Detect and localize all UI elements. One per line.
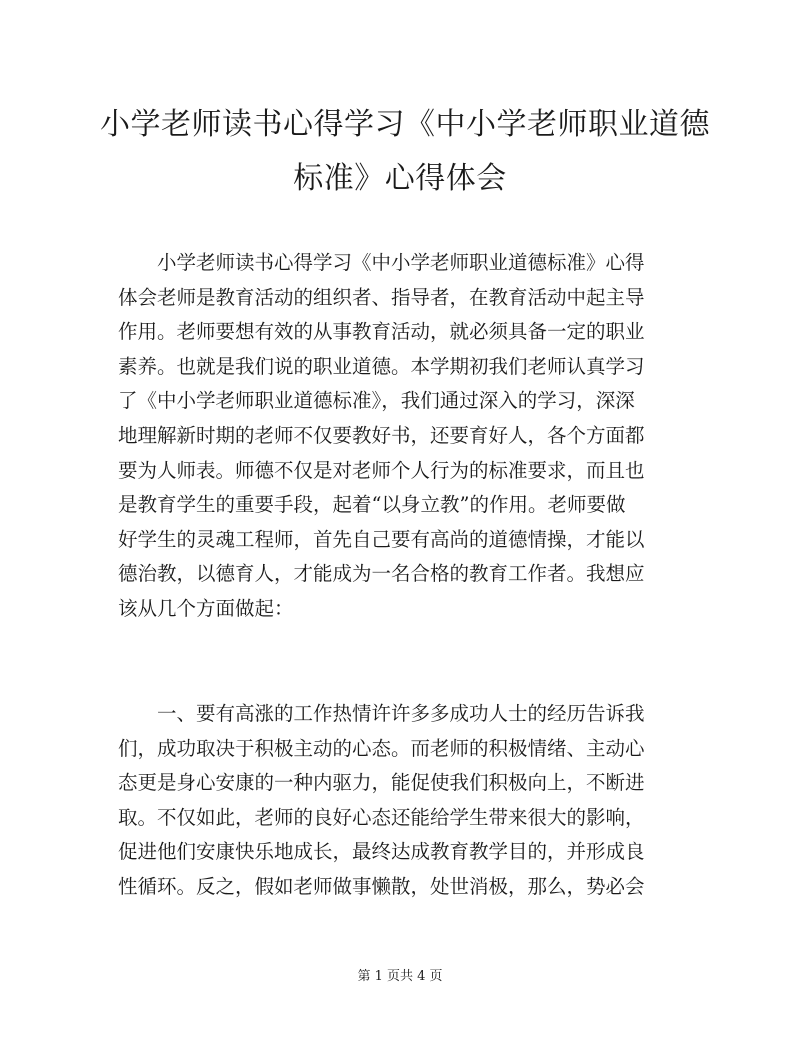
title-line: 标准》心得体会 xyxy=(293,161,507,196)
paragraph-line: 素养。也就是我们说的职业道德。本学期初我们老师认真学习 xyxy=(118,354,645,378)
paragraph-line: 促进他们安康快乐地成长，最终达成教育教学目的，并形成良 xyxy=(118,840,645,864)
paragraph-line: 取。不仅如此，老师的良好心态还能给学生带来很大的影响， xyxy=(118,805,645,829)
paragraph-line: 态更是身心安康的一种内驱力，能促使我们积极向上，不断进 xyxy=(118,771,645,795)
title-line: 小学老师读书心得学习《中小学老师职业道德 xyxy=(100,107,710,142)
paragraph-line: 体会老师是教育活动的组织者、指导者，在教育活动中起主导 xyxy=(118,285,645,309)
document-title xyxy=(100,98,710,206)
paragraph-line: 该从几个方面做起： xyxy=(118,596,294,620)
paragraph-line: 作用。老师要想有效的从事教育活动，就必须具备一定的职业 xyxy=(118,320,645,344)
paragraph-intro xyxy=(118,246,683,627)
paragraph-section-one xyxy=(118,697,683,905)
paragraph-line: 小学老师读书心得学习《中小学老师职业道德标准》心得 xyxy=(157,251,645,274)
paragraph-line: 德治教，以德育人，才能成为一名合格的教育工作者。我想应 xyxy=(118,562,645,586)
paragraph-line: 地理解新时期的老师不仅要教好书，还要育好人，各个方面都 xyxy=(118,423,645,447)
paragraph-line: 们，成功取决于积极主动的心态。而老师的积极情绪、主动心 xyxy=(118,736,645,760)
paragraph-line: 了《中小学老师职业道德标准》，我们通过深入的学习，深深 xyxy=(118,389,635,413)
paragraph-line: 是教育学生的重要手段，起着“以身立教”的作用。老师要做 xyxy=(118,493,626,517)
paragraph-line: 要为人师表。师德不仅是对老师个人行为的标准要求，而且也 xyxy=(118,458,645,482)
page-number-footer: 第 1 页共 4 页 xyxy=(357,969,443,984)
paragraph-line: 好学生的灵魂工程师，首先自己要有高尚的道德情操，才能以 xyxy=(118,527,645,551)
paragraph-line: 性循环。反之，假如老师做事懒散，处世消极，那么，势必会 xyxy=(118,874,645,898)
paragraph-line: 一、要有高涨的工作热情许许多多成功人士的经历告诉我 xyxy=(157,702,645,725)
